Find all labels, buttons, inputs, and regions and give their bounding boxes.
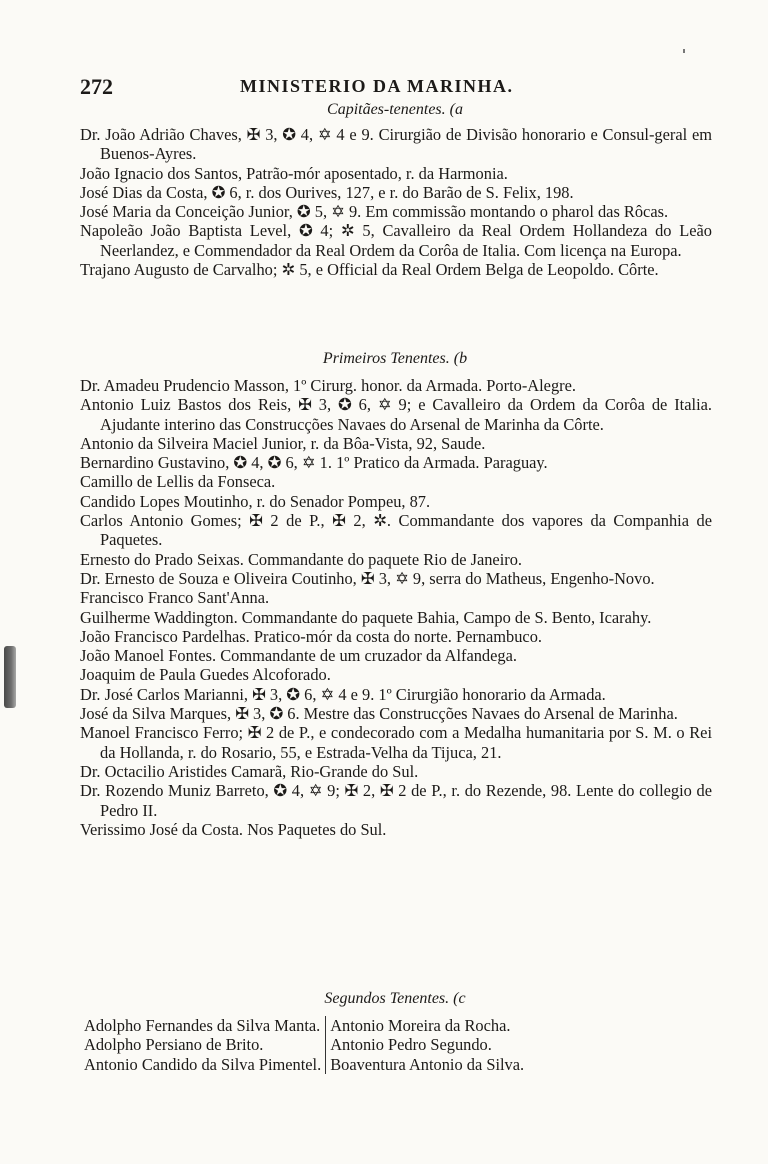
section-title-segundos-tenentes: Segundos Tenentes. (c	[324, 990, 466, 1007]
list-item: Francisco Franco Sant'Anna.	[80, 588, 270, 608]
list-item: Adolpho Fernandes da Silva Manta.	[84, 1016, 321, 1035]
list-item: Guilherme Waddington. Commandante do paquete Bahia, Campo de S. Bento, Icarahy.	[80, 607, 652, 627]
column-left	[84, 1016, 326, 1074]
page-number: 272	[80, 74, 113, 99]
list-item: Ernesto do Prado Seixas. Commandante do paquete Rio de Janeiro.	[80, 549, 522, 569]
list-item: Antonio Pedro Segundo.	[330, 1035, 492, 1055]
list-item: Napoleão João Baptista Level, ✪ 4; ✲ 5, Cavalleiro da Real Ordem Hollandeza do Leão Neerlandez, e Commendador da Real Ordem da Corôa de Italia. Com licença na Europa.	[80, 221, 712, 260]
running-title: MINISTERIO DA MARINHA.	[240, 76, 514, 96]
list-item: Antonio Moreira da Rocha.	[330, 1016, 511, 1035]
segundos-tenentes-columns	[84, 1016, 714, 1074]
list-item: Manoel Francisco Ferro; ✠ 2 de P., e condecorado com a Medalha humanitaria por S. M. o Rei da Hollanda, r. do Rosario, 55, e Estrada-Velha da Tijuca, 21.	[80, 723, 712, 762]
list-item: Trajano Augusto de Carvalho; ✲ 5, e Official da Real Ordem Belga de Leopoldo. Côrte.	[80, 260, 659, 280]
section-title-capitaes-tenentes: Capitães-tenentes. (a	[327, 101, 463, 118]
list-item: Dr. Amadeu Prudencio Masson, 1º Cirurg. honor. da Armada. Porto-Alegre.	[80, 376, 576, 395]
primeiros-tenentes-list	[80, 376, 712, 839]
list-item: João Manoel Fontes. Commandante de um cruzador da Alfandega.	[80, 646, 517, 666]
list-item: José Maria da Conceição Junior, ✪ 5, ✡ 9. Em commissão montando o pharol das Rôcas.	[80, 202, 669, 222]
list-item: João Ignacio dos Santos, Patrão-mór aposentado, r. da Harmonia.	[80, 163, 508, 183]
column-right	[326, 1016, 524, 1074]
list-item: José da Silva Marques, ✠ 3, ✪ 6. Mestre das Construcções Navaes do Arsenal de Marinha.	[80, 704, 678, 724]
list-item: Antonio Candido da Silva Pimentel.	[84, 1054, 322, 1074]
list-item: Antonio da Silveira Maciel Junior, r. da Bôa-Vista, 92, Saude.	[80, 433, 486, 453]
list-item: José Dias da Costa, ✪ 6, r. dos Ourives, 127, e r. do Barão de S. Felix, 198.	[80, 182, 574, 202]
list-item: Dr. José Carlos Marianni, ✠ 3, ✪ 6, ✡ 4 e 9. 1º Cirurgião honorario da Armada.	[80, 684, 606, 704]
section-title-primeiros-tenentes: Primeiros Tenentes. (b	[322, 350, 468, 367]
list-item: Candido Lopes Moutinho, r. do Senador Pompeu, 87.	[80, 491, 431, 511]
list-item: Antonio Luiz Bastos dos Reis, ✠ 3, ✪ 6, ✡ 9; e Cavalleiro da Ordem da Corôa de Italia. Ajudante interino das Construcções Navaes do Arsenal de Marinha da Côrte.	[80, 395, 712, 434]
list-item: Camillo de Lellis da Fonseca.	[80, 472, 276, 492]
capitaes-tenentes-list	[80, 125, 712, 279]
page-header	[80, 74, 710, 102]
list-item: Dr. Rozendo Muniz Barreto, ✪ 4, ✡ 9; ✠ 2, ✠ 2 de P., r. do Rezende, 98. Lente do collegio de Pedro II.	[80, 781, 712, 820]
list-item: Joaquim de Paula Guedes Alcoforado.	[80, 665, 331, 685]
list-item: Verissimo José da Costa. Nos Paquetes do Sul.	[80, 819, 387, 839]
list-item: Adolpho Persiano de Brito.	[84, 1035, 264, 1055]
list-item: João Francisco Pardelhas. Pratico-mór da costa do norte. Pernambuco.	[80, 626, 542, 646]
list-item: Dr. Octacilio Aristides Camarã, Rio-Grande do Sul.	[80, 761, 419, 781]
ink-speck	[683, 49, 685, 53]
list-item: Carlos Antonio Gomes; ✠ 2 de P., ✠ 2, ✲. Commandante dos vapores da Companhia de Paquetes.	[80, 511, 712, 550]
list-item: Dr. Ernesto de Souza e Oliveira Coutinho, ✠ 3, ✡ 9, serra do Matheus, Engenho-Novo.	[80, 568, 655, 588]
list-item: Bernardino Gustavino, ✪ 4, ✪ 6, ✡ 1. 1º Pratico da Armada. Paraguay.	[80, 453, 548, 473]
margin-ink-stain	[4, 646, 16, 708]
list-item: Dr. João Adrião Chaves, ✠ 3, ✪ 4, ✡ 4 e 9. Cirurgião de Divisão honorario e Consul-geral em Buenos-Ayres.	[80, 125, 712, 164]
list-item: Boaventura Antonio da Silva.	[330, 1054, 525, 1074]
